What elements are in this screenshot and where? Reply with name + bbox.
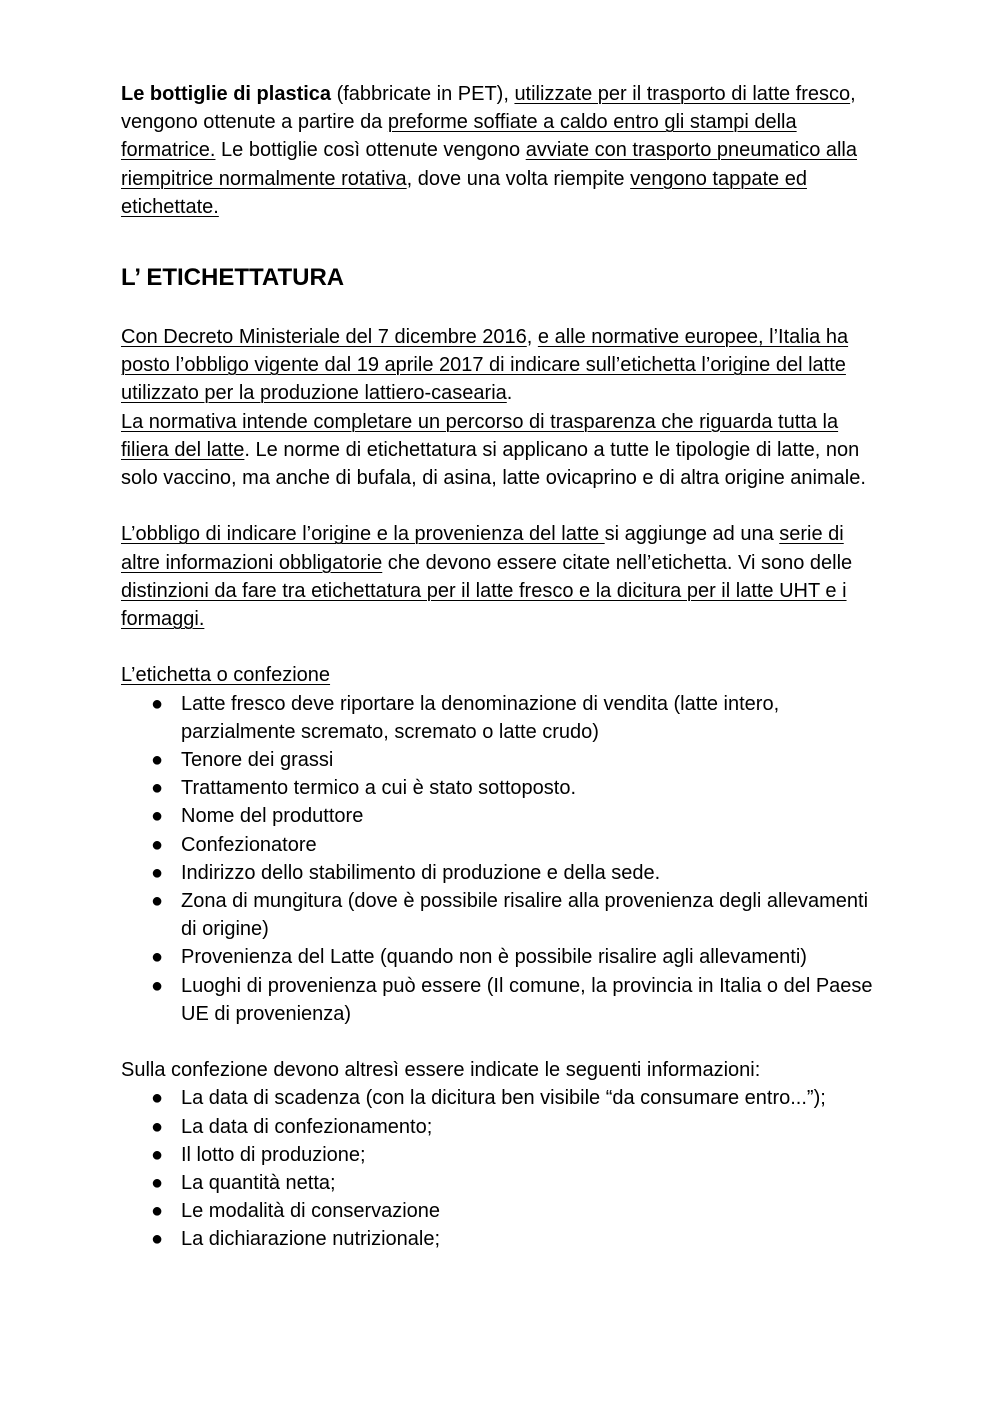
list-title-confezione: Sulla confezione devono altresì essere indicate le seguenti informazioni: xyxy=(121,1059,761,1082)
list-item xyxy=(121,1141,881,1169)
underlined-text: L’obbligo di indicare l’origine e la provenienza del latte xyxy=(121,523,605,546)
bullet-icon: ● xyxy=(151,1228,164,1251)
underlined-text: utilizzate per il trasporto di latte fresco xyxy=(514,83,851,105)
text-span: (fabbricate in PET), xyxy=(331,83,515,105)
text-span: che devono essere citate nell’etichetta. Vi sono delle xyxy=(382,551,853,574)
bullet-icon: ● xyxy=(151,1143,164,1166)
text-span: , xyxy=(526,326,538,349)
underlined-text: distinzioni da fare tra etichettatura per il latte fresco e la dicitura per il latte UHT e i formaggi. xyxy=(121,579,847,631)
underlined-text: Con Decreto Ministeriale del 7 dicembre 2016 xyxy=(121,326,527,349)
list-item xyxy=(121,1225,881,1253)
list-item-text: Il lotto di produzione; xyxy=(181,1143,366,1166)
list-item xyxy=(121,1197,881,1225)
text-span: , vengono ottenute a partire da xyxy=(121,83,856,134)
bullet-icon: ● xyxy=(151,833,164,856)
bullet-icon: ● xyxy=(151,890,164,913)
paragraph-obbligo xyxy=(121,520,881,633)
underlined-text: e alle normative europee, l’Italia ha posto l’obbligo vigente dal 19 aprile 2017 di indicare sull’etichetta l’origine del latte utilizzato per la produzione lattiero-casearia xyxy=(121,326,849,405)
list-item xyxy=(121,1169,881,1197)
list-title-etichetta: L’etichetta o confezione xyxy=(121,664,331,687)
bullet-icon: ● xyxy=(151,692,164,715)
list-item xyxy=(121,943,881,971)
bullet-icon: ● xyxy=(151,777,164,800)
paragraph-pet-bottles xyxy=(121,80,881,221)
bullet-icon: ● xyxy=(151,946,164,969)
list-item-text: Le modalità di conservazione xyxy=(181,1200,441,1223)
text-span: si aggiunge ad una xyxy=(604,523,780,546)
list-item xyxy=(121,887,881,943)
list-item-text: Provenienza del Latte (quando non è possibile risalire agli allevamenti) xyxy=(181,946,807,969)
bullet-icon: ● xyxy=(151,974,164,997)
list-item-text: La quantità netta; xyxy=(181,1172,336,1195)
text-span: . Le norme di etichettatura si applicano a tutte le tipologie di latte, non solo vaccino, ma anche di bufala, di asina, latte ovicaprino e di altra origine animale. xyxy=(121,438,866,490)
list-item-text: Zona di mungitura (dove è possibile risalire alla provenienza degli allevamenti di origine) xyxy=(181,890,869,941)
underlined-text: La normativa intende completare un percorso di trasparenza che riguarda tutta la filiera del latte xyxy=(121,410,839,461)
underlined-text: serie di altre informazioni obbligatorie xyxy=(121,523,844,574)
list-item xyxy=(121,972,881,1028)
list-item xyxy=(121,746,881,774)
list-item-text: Tenore dei grassi xyxy=(181,749,334,772)
list-item xyxy=(121,774,881,802)
list-item-text: Indirizzo dello stabilimento di produzione e della sede. xyxy=(181,861,661,884)
underlined-text: vengono tappate ed etichettate. xyxy=(121,167,807,218)
bullet-icon: ● xyxy=(151,805,164,828)
bullet-icon: ● xyxy=(151,1172,164,1195)
section-heading: L’ ETICHETTATURA xyxy=(121,264,345,292)
bullet-icon: ● xyxy=(151,861,164,884)
list-item-text: Latte fresco deve riportare la denominazione di vendita (latte intero, parzialmente scremato, scremato o latte crudo) xyxy=(181,692,780,743)
text-span: , dove una volta riempite xyxy=(406,167,631,190)
list-item xyxy=(121,859,881,887)
document-page xyxy=(121,80,881,1254)
label-requirements-list xyxy=(121,690,881,1028)
bold-term: Le bottiglie di plastica xyxy=(121,83,332,105)
underlined-text: avviate con trasporto pneumatico alla riempitrice normalmente rotativa xyxy=(121,139,858,190)
list-item xyxy=(121,802,881,830)
text-span: . xyxy=(506,382,513,405)
list-item xyxy=(121,690,881,746)
list-item-text: Nome del produttore xyxy=(181,805,364,828)
list-item xyxy=(121,1113,881,1141)
paragraph-normativa xyxy=(121,408,881,493)
bullet-icon: ● xyxy=(151,1115,164,1138)
list-item xyxy=(121,1084,881,1112)
list-item xyxy=(121,831,881,859)
list-item-text: La data di scadenza (con la dicitura ben visibile “da consumare entro...”); xyxy=(181,1087,826,1110)
bullet-icon: ● xyxy=(151,749,164,772)
package-info-list xyxy=(121,1084,881,1253)
bullet-icon: ● xyxy=(151,1200,164,1223)
bullet-icon: ● xyxy=(151,1087,164,1110)
text-span: Le bottiglie così ottenute vengono xyxy=(215,139,526,162)
paragraph-decree xyxy=(121,323,881,408)
underlined-text: preforme soffiate a caldo entro gli stampi della formatrice. xyxy=(121,111,797,162)
list-item-text: La data di confezionamento; xyxy=(181,1115,433,1138)
list-item-text: Confezionatore xyxy=(181,833,317,856)
list-item-text: Trattamento termico a cui è stato sottoposto. xyxy=(181,777,576,800)
list-item-text: Luoghi di provenienza può essere (Il comune, la provincia in Italia o del Paese UE di provenienza) xyxy=(181,974,873,1025)
list-item-text: La dichiarazione nutrizionale; xyxy=(181,1228,441,1251)
